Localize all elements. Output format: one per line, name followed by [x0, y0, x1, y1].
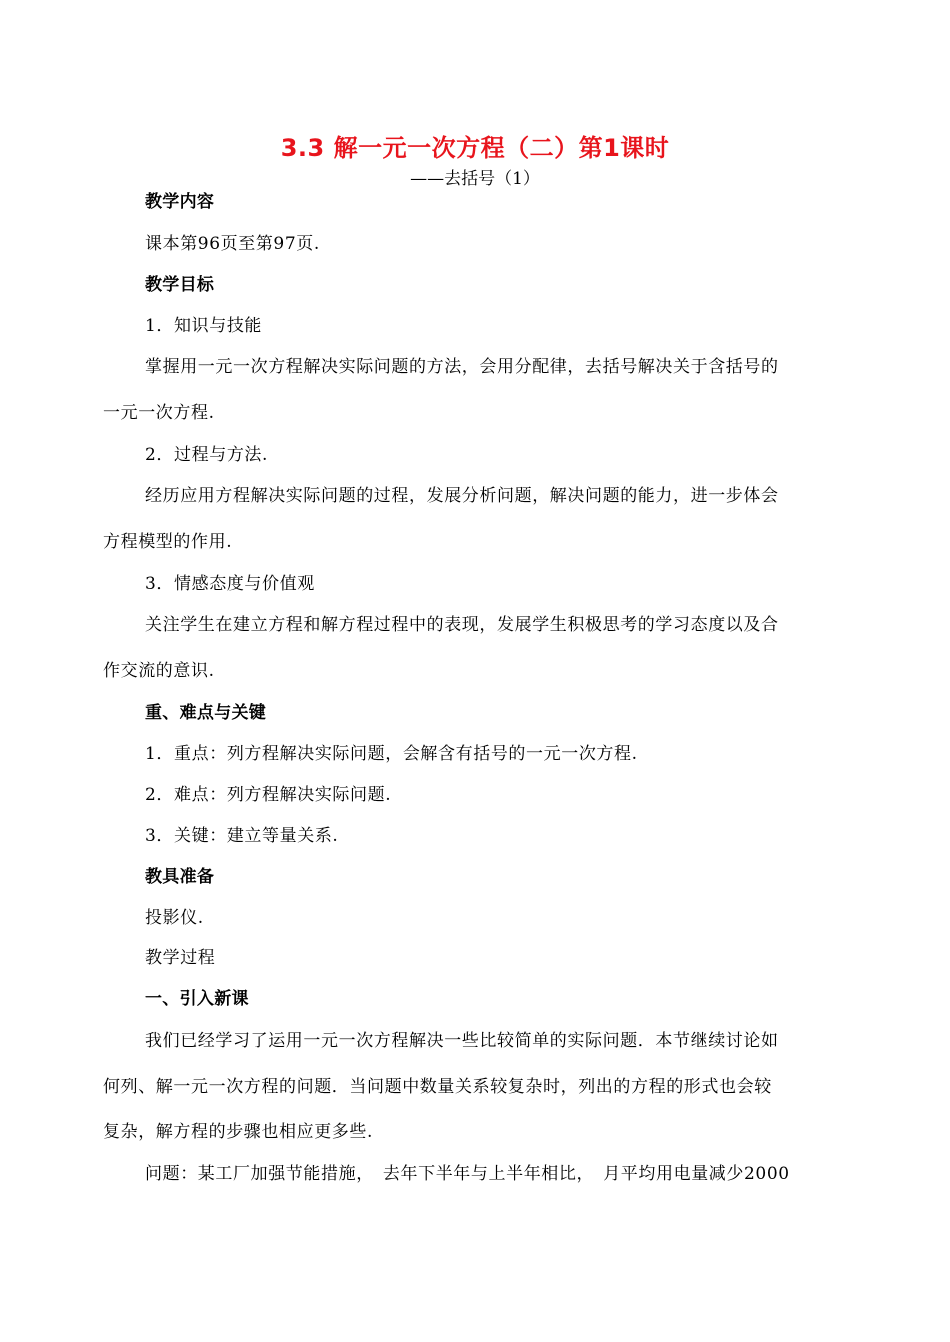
paragraph-line: 何列、解一元一次方程的问题．当问题中数量关系较复杂时，列出的方程的形式也会较: [103, 1077, 772, 1097]
paragraph-line: 作交流的意识.: [103, 661, 215, 681]
section-heading-teaching-content: 教学内容: [145, 192, 215, 212]
section-heading-key-points: 重、难点与关键: [145, 703, 267, 723]
paragraph-line: 复杂，解方程的步骤也相应更多些.: [103, 1122, 374, 1142]
paragraph-line: 我们已经学习了运用一元一次方程解决一些比较简单的实际问题．本节继续讨论如: [145, 1031, 779, 1051]
paragraph-line: 课本第96页至第97页.: [145, 234, 320, 254]
section-heading-teaching-aids: 教具准备: [145, 867, 215, 887]
paragraph-line: 方程模型的作用.: [103, 532, 233, 552]
section-heading-introduction: 一、引入新课: [145, 989, 249, 1009]
list-item: 2．难点：列方程解决实际问题.: [145, 785, 392, 805]
list-item-heading: 1．知识与技能: [145, 316, 263, 336]
paragraph-line: 经历应用方程解决实际问题的过程，发展分析问题，解决问题的能力，进一步体会: [145, 486, 779, 506]
paragraph-line: 掌握用一元一次方程解决实际问题的方法，会用分配律，去括号解决关于含括号的: [145, 357, 779, 377]
list-item: 1．重点：列方程解决实际问题，会解含有括号的一元一次方程.: [145, 744, 638, 764]
section-heading-teaching-goals: 教学目标: [145, 275, 215, 295]
paragraph-line: 问题：某工厂加强节能措施， 去年下半年与上半年相比， 月平均用电量减少2000: [145, 1164, 790, 1184]
paragraph-line: 教学过程: [145, 948, 216, 968]
document-subtitle: ——去括号（1）: [410, 169, 540, 189]
list-item-heading: 3．情感态度与价值观: [145, 574, 315, 594]
paragraph-line: 一元一次方程.: [103, 403, 215, 423]
document-title: 3.3 解一元一次方程（二）第1课时: [280, 134, 670, 162]
paragraph-line: 关注学生在建立方程和解方程过程中的表现，发展学生积极思考的学习态度以及合: [145, 615, 779, 635]
list-item-heading: 2．过程与方法.: [145, 445, 269, 465]
list-item: 3．关键：建立等量关系.: [145, 826, 339, 846]
paragraph-line: 投影仪.: [145, 908, 204, 928]
